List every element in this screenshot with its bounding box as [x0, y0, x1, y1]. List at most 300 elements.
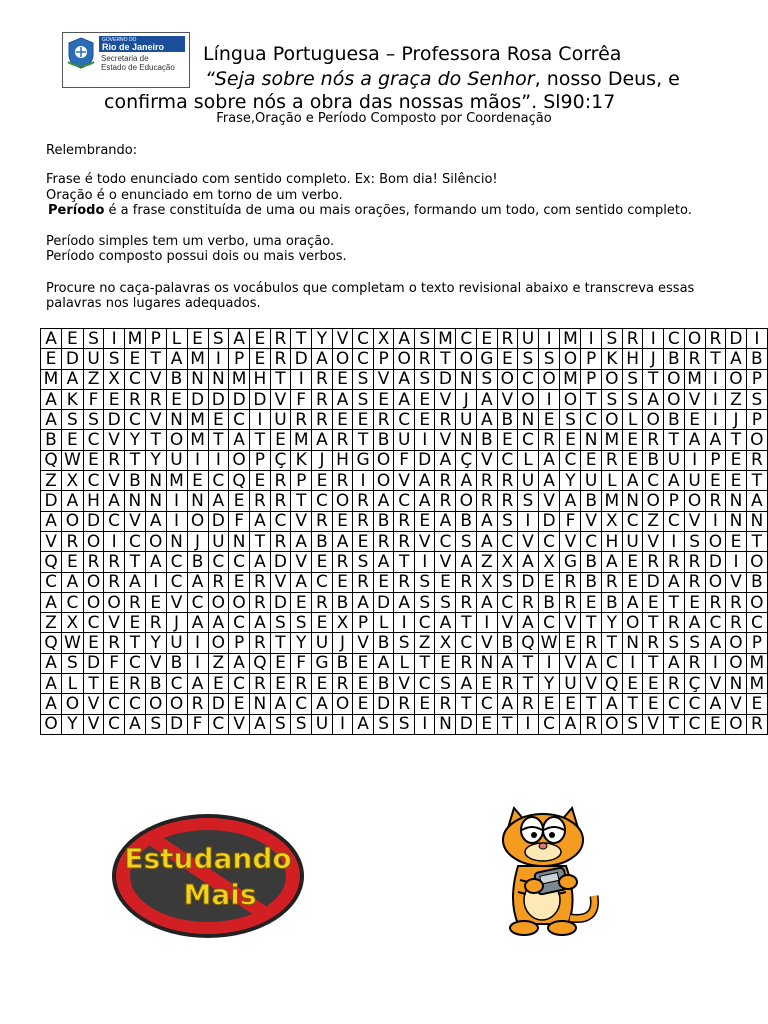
grid-cell: O: [187, 511, 208, 531]
grid-cell: L: [601, 471, 622, 491]
grid-row: [41, 450, 768, 470]
grid-cell: R: [62, 531, 84, 551]
grid-cell: U: [83, 349, 104, 369]
grid-cell: A: [291, 531, 312, 551]
grid-cell: O: [332, 349, 353, 369]
word-search-grid: [40, 328, 768, 735]
grid-cell: B: [332, 653, 353, 673]
grid-cell: Q: [229, 471, 250, 491]
grid-cell: A: [560, 491, 581, 511]
grid-cell: V: [560, 653, 581, 673]
grid-cell: I: [208, 450, 229, 470]
grid-cell: I: [684, 450, 705, 470]
grid-cell: E: [229, 572, 250, 592]
grid-cell: V: [497, 389, 518, 409]
grid-cell: S: [435, 674, 456, 694]
grid-cell: D: [518, 572, 539, 592]
grid-cell: X: [497, 552, 518, 572]
grid-cell: E: [538, 572, 560, 592]
grid-cell: A: [394, 592, 415, 612]
grid-cell: E: [312, 674, 333, 694]
grid-cell: E: [726, 471, 747, 491]
grid-cell: E: [726, 450, 747, 470]
grid-cell: I: [664, 531, 685, 551]
grid-cell: E: [622, 572, 643, 592]
grid-cell: E: [41, 349, 62, 369]
grid-cell: E: [250, 349, 271, 369]
grid-cell: A: [229, 430, 250, 450]
grid-cell: E: [373, 389, 394, 409]
grid-cell: B: [497, 410, 518, 430]
grid-cell: E: [332, 410, 353, 430]
grid-cell: S: [538, 349, 560, 369]
grid-cell: S: [497, 511, 518, 531]
grid-cell: A: [250, 613, 271, 633]
grid-cell: V: [104, 430, 125, 450]
grid-cell: A: [62, 369, 84, 389]
grid-cell: Q: [518, 633, 539, 653]
grid-cell: R: [601, 572, 622, 592]
grid-cell: E: [124, 613, 145, 633]
grid-cell: S: [746, 389, 767, 409]
grid-cell: A: [373, 552, 394, 572]
grid-cell: Y: [124, 430, 145, 450]
grid-cell: A: [270, 694, 290, 714]
grid-cell: R: [124, 389, 145, 409]
grid-cell: M: [601, 491, 622, 511]
grid-cell: B: [746, 572, 767, 592]
grid-cell: Q: [250, 653, 271, 673]
grid-cell: A: [41, 410, 62, 430]
grid-cell: B: [187, 552, 208, 572]
gov-line: GOVERNO DO: [102, 37, 137, 43]
grid-cell: C: [166, 552, 187, 572]
grid-cell: E: [312, 613, 333, 633]
grid-cell: C: [684, 694, 705, 714]
grid-cell: T: [746, 531, 767, 551]
grid-cell: P: [291, 471, 312, 491]
grid-cell: E: [622, 674, 643, 694]
grid-cell: B: [477, 430, 498, 450]
grid-cell: C: [643, 471, 664, 491]
grid-cell: R: [312, 410, 333, 430]
grid-cell: R: [601, 450, 622, 470]
grid-cell: O: [746, 430, 767, 450]
grid-cell: D: [208, 389, 229, 409]
grid-cell: E: [643, 674, 664, 694]
grid-cell: B: [124, 471, 145, 491]
grid-cell: A: [622, 471, 643, 491]
grid-cell: D: [435, 369, 456, 389]
grid-cell: O: [684, 329, 705, 349]
grid-cell: D: [705, 552, 726, 572]
grid-cell: S: [622, 389, 643, 409]
grid-cell: T: [145, 430, 166, 450]
grid-cell: O: [705, 572, 726, 592]
grid-cell: E: [229, 491, 250, 511]
grid-cell: S: [684, 633, 705, 653]
quote-line-1: [205, 68, 680, 90]
grid-cell: V: [270, 572, 290, 592]
grid-cell: T: [394, 552, 415, 572]
grid-cell: G: [560, 552, 581, 572]
grid-cell: R: [497, 491, 518, 511]
grid-cell: E: [684, 410, 705, 430]
grid-cell: R: [394, 511, 415, 531]
grid-cell: V: [726, 694, 747, 714]
grid-cell: P: [746, 633, 767, 653]
grid-cell: R: [270, 471, 290, 491]
grid-cell: R: [312, 389, 333, 409]
grid-cell: S: [270, 613, 290, 633]
grid-cell: I: [705, 653, 726, 673]
grid-cell: V: [560, 613, 581, 633]
grid-cell: A: [41, 329, 62, 349]
grid-row: [41, 694, 768, 714]
grid-cell: H: [601, 531, 622, 551]
grid-cell: A: [332, 531, 353, 551]
grid-cell: V: [394, 471, 415, 491]
grid-cell: Y: [601, 613, 622, 633]
grid-cell: C: [622, 511, 643, 531]
grid-cell: U: [312, 714, 333, 734]
grid-cell: C: [518, 369, 539, 389]
grid-cell: L: [518, 450, 539, 470]
grid-cell: R: [664, 674, 685, 694]
grid-cell: D: [456, 714, 477, 734]
grid-cell: S: [414, 592, 434, 612]
grid-cell: B: [332, 592, 353, 612]
grid-cell: A: [664, 471, 685, 491]
grid-cell: R: [746, 450, 767, 470]
grid-cell: A: [229, 329, 250, 349]
grid-cell: C: [601, 653, 622, 673]
grid-cell: R: [664, 552, 685, 572]
grid-cell: P: [581, 349, 601, 369]
grid-row: [41, 613, 768, 633]
grid-cell: V: [643, 714, 664, 734]
grid-cell: E: [705, 471, 726, 491]
grid-cell: Q: [41, 450, 62, 470]
grid-cell: P: [353, 613, 374, 633]
grid-cell: R: [705, 592, 726, 612]
grid-cell: T: [208, 430, 229, 450]
periodo-bold: Período: [48, 203, 105, 218]
grid-cell: E: [560, 430, 581, 450]
grid-cell: A: [456, 471, 477, 491]
grid-cell: S: [560, 410, 581, 430]
grid-cell: B: [373, 633, 394, 653]
grid-cell: V: [538, 491, 560, 511]
badge-line1: Estudando: [124, 842, 292, 875]
grid-cell: N: [726, 491, 747, 511]
grid-cell: A: [477, 389, 498, 409]
grid-cell: C: [456, 329, 477, 349]
grid-cell: R: [270, 531, 290, 551]
grid-cell: O: [332, 491, 353, 511]
grid-cell: C: [312, 572, 333, 592]
periodo-composto: Período composto possui dois ou mais verbos.: [46, 249, 347, 264]
grid-cell: T: [250, 430, 271, 450]
grid-cell: S: [145, 714, 166, 734]
grid-cell: A: [229, 653, 250, 673]
grid-cell: S: [497, 572, 518, 592]
grid-cell: C: [41, 572, 62, 592]
grid-cell: R: [208, 572, 229, 592]
grid-cell: N: [746, 511, 767, 531]
grid-cell: T: [664, 430, 685, 450]
grid-cell: C: [312, 491, 333, 511]
grid-cell: R: [684, 572, 705, 592]
grid-cell: O: [601, 410, 622, 430]
grid-cell: E: [643, 592, 664, 612]
grid-cell: Ç: [456, 450, 477, 470]
grid-cell: I: [166, 491, 187, 511]
grid-cell: V: [394, 674, 415, 694]
grid-cell: A: [145, 552, 166, 572]
grid-cell: S: [414, 329, 434, 349]
grid-cell: C: [124, 653, 145, 673]
grid-cell: T: [270, 369, 290, 389]
grid-cell: V: [435, 430, 456, 450]
grid-cell: K: [601, 349, 622, 369]
grid-cell: V: [104, 471, 125, 491]
page-title: Língua Portuguesa – Professora Rosa Corrêa: [203, 43, 622, 65]
grid-cell: Ç: [684, 674, 705, 694]
quote-italic: “Seja sobre nós a graça do Senhor: [205, 68, 535, 90]
grid-cell: Q: [601, 674, 622, 694]
grid-cell: D: [250, 389, 271, 409]
grid-row: [41, 592, 768, 612]
grid-cell: R: [250, 491, 271, 511]
grid-row: [41, 674, 768, 694]
grid-cell: O: [208, 592, 229, 612]
grid-cell: E: [312, 552, 333, 572]
grid-cell: R: [643, 430, 664, 450]
grid-cell: R: [83, 552, 104, 572]
periodo-definition: [48, 203, 708, 218]
grid-cell: R: [684, 552, 705, 572]
grid-cell: K: [291, 450, 312, 470]
grid-cell: A: [664, 653, 685, 673]
grid-cell: N: [166, 531, 187, 551]
grid-cell: A: [456, 552, 477, 572]
grid-row: [41, 410, 768, 430]
grid-cell: P: [229, 349, 250, 369]
grid-cell: C: [187, 592, 208, 612]
grid-cell: C: [166, 572, 187, 592]
grid-cell: N: [250, 694, 271, 714]
grid-cell: R: [684, 653, 705, 673]
grid-cell: O: [726, 653, 747, 673]
grid-cell: S: [394, 714, 415, 734]
grid-row: [41, 329, 768, 349]
grid-cell: R: [332, 552, 353, 572]
grid-cell: V: [145, 410, 166, 430]
grid-cell: O: [62, 511, 84, 531]
grid-cell: O: [560, 389, 581, 409]
grid-cell: O: [601, 714, 622, 734]
grid-cell: N: [187, 369, 208, 389]
grid-cell: O: [601, 369, 622, 389]
grid-cell: P: [250, 450, 271, 470]
grid-cell: S: [104, 349, 125, 369]
grid-cell: T: [581, 613, 601, 633]
grid-cell: B: [456, 511, 477, 531]
grid-cell: H: [83, 491, 104, 511]
grid-cell: S: [394, 633, 415, 653]
grid-cell: C: [229, 410, 250, 430]
grid-cell: C: [560, 450, 581, 470]
grid-cell: C: [497, 450, 518, 470]
grid-cell: O: [104, 592, 125, 612]
grid-cell: A: [250, 511, 271, 531]
grid-cell: J: [726, 410, 747, 430]
grid-row: [41, 430, 768, 450]
grid-cell: B: [373, 511, 394, 531]
grid-cell: E: [353, 531, 374, 551]
grid-cell: J: [166, 613, 187, 633]
grid-cell: C: [456, 633, 477, 653]
grid-cell: V: [83, 714, 104, 734]
grid-cell: N: [622, 633, 643, 653]
grid-cell: Z: [477, 552, 498, 572]
grid-cell: V: [684, 389, 705, 409]
grid-cell: O: [394, 349, 415, 369]
grid-cell: C: [394, 410, 415, 430]
grid-cell: I: [643, 329, 664, 349]
grid-cell: A: [581, 653, 601, 673]
grid-cell: Z: [83, 369, 104, 389]
grid-cell: E: [643, 694, 664, 714]
grid-cell: S: [414, 369, 434, 389]
grid-cell: S: [477, 369, 498, 389]
grid-cell: B: [746, 349, 767, 369]
grid-cell: P: [229, 633, 250, 653]
grid-cell: T: [726, 430, 747, 450]
grid-cell: B: [145, 674, 166, 694]
grid-cell: R: [250, 674, 271, 694]
grid-row: [41, 633, 768, 653]
grid-cell: E: [581, 592, 601, 612]
grid-cell: A: [373, 491, 394, 511]
grid-cell: R: [435, 410, 456, 430]
grid-cell: P: [705, 450, 726, 470]
grid-cell: R: [560, 572, 581, 592]
grid-cell: M: [41, 369, 62, 389]
grid-cell: R: [394, 694, 415, 714]
grid-cell: T: [643, 369, 664, 389]
grid-cell: O: [166, 430, 187, 450]
grid-cell: E: [62, 329, 84, 349]
grid-cell: V: [83, 694, 104, 714]
grid-cell: N: [456, 369, 477, 389]
government-logo: [62, 32, 190, 88]
subtitle: Frase,Oração e Período Composto por Coordenação: [216, 111, 552, 126]
grid-cell: D: [373, 694, 394, 714]
quote-rest: , nosso Deus, e: [534, 68, 680, 90]
grid-row: [41, 714, 768, 734]
grid-cell: A: [104, 491, 125, 511]
grid-cell: O: [373, 450, 394, 470]
grid-cell: O: [332, 694, 353, 714]
grid-cell: T: [250, 531, 271, 551]
grid-cell: S: [208, 329, 229, 349]
grid-cell: A: [353, 714, 374, 734]
grid-cell: E: [250, 329, 271, 349]
grid-cell: C: [83, 471, 104, 491]
grid-cell: L: [394, 653, 415, 673]
grid-cell: N: [124, 491, 145, 511]
grid-cell: R: [664, 613, 685, 633]
grid-cell: K: [62, 389, 84, 409]
grid-cell: V: [414, 531, 434, 551]
grid-cell: E: [250, 471, 271, 491]
grid-cell: I: [705, 389, 726, 409]
state-name: Rio de Janeiro: [102, 42, 165, 52]
grid-cell: V: [104, 613, 125, 633]
grid-cell: A: [208, 613, 229, 633]
grid-cell: R: [581, 714, 601, 734]
grid-cell: Z: [643, 511, 664, 531]
grid-cell: R: [332, 471, 353, 491]
grid-cell: E: [83, 633, 104, 653]
grid-cell: X: [332, 613, 353, 633]
grid-cell: B: [373, 430, 394, 450]
grid-cell: R: [435, 471, 456, 491]
grid-cell: D: [83, 511, 104, 531]
grid-cell: E: [705, 714, 726, 734]
grid-cell: A: [538, 450, 560, 470]
grid-cell: N: [145, 471, 166, 491]
grid-cell: E: [581, 450, 601, 470]
grid-cell: W: [62, 633, 84, 653]
grid-cell: X: [477, 572, 498, 592]
grid-cell: R: [435, 491, 456, 511]
grid-cell: I: [538, 329, 560, 349]
grid-cell: C: [229, 552, 250, 572]
grid-cell: R: [477, 471, 498, 491]
grid-cell: C: [104, 694, 125, 714]
grid-row: [41, 531, 768, 551]
grid-cell: U: [560, 674, 581, 694]
grid-cell: A: [435, 511, 456, 531]
grid-cell: E: [332, 572, 353, 592]
grid-cell: A: [705, 694, 726, 714]
grid-cell: I: [104, 531, 125, 551]
grid-cell: D: [208, 511, 229, 531]
grid-cell: M: [746, 653, 767, 673]
grid-cell: O: [373, 471, 394, 491]
grid-cell: C: [353, 349, 374, 369]
grid-cell: A: [145, 511, 166, 531]
grid-cell: A: [250, 714, 271, 734]
grid-cell: I: [414, 714, 434, 734]
grid-cell: C: [83, 613, 104, 633]
grid-cell: A: [538, 471, 560, 491]
grid-cell: C: [353, 329, 374, 349]
grid-cell: M: [166, 471, 187, 491]
grid-cell: C: [664, 511, 685, 531]
grid-cell: M: [601, 430, 622, 450]
grid-cell: I: [208, 349, 229, 369]
grid-cell: N: [477, 653, 498, 673]
grid-cell: S: [601, 329, 622, 349]
grid-cell: A: [664, 572, 685, 592]
grid-cell: O: [83, 592, 104, 612]
grid-cell: E: [332, 511, 353, 531]
grid-cell: D: [414, 450, 434, 470]
